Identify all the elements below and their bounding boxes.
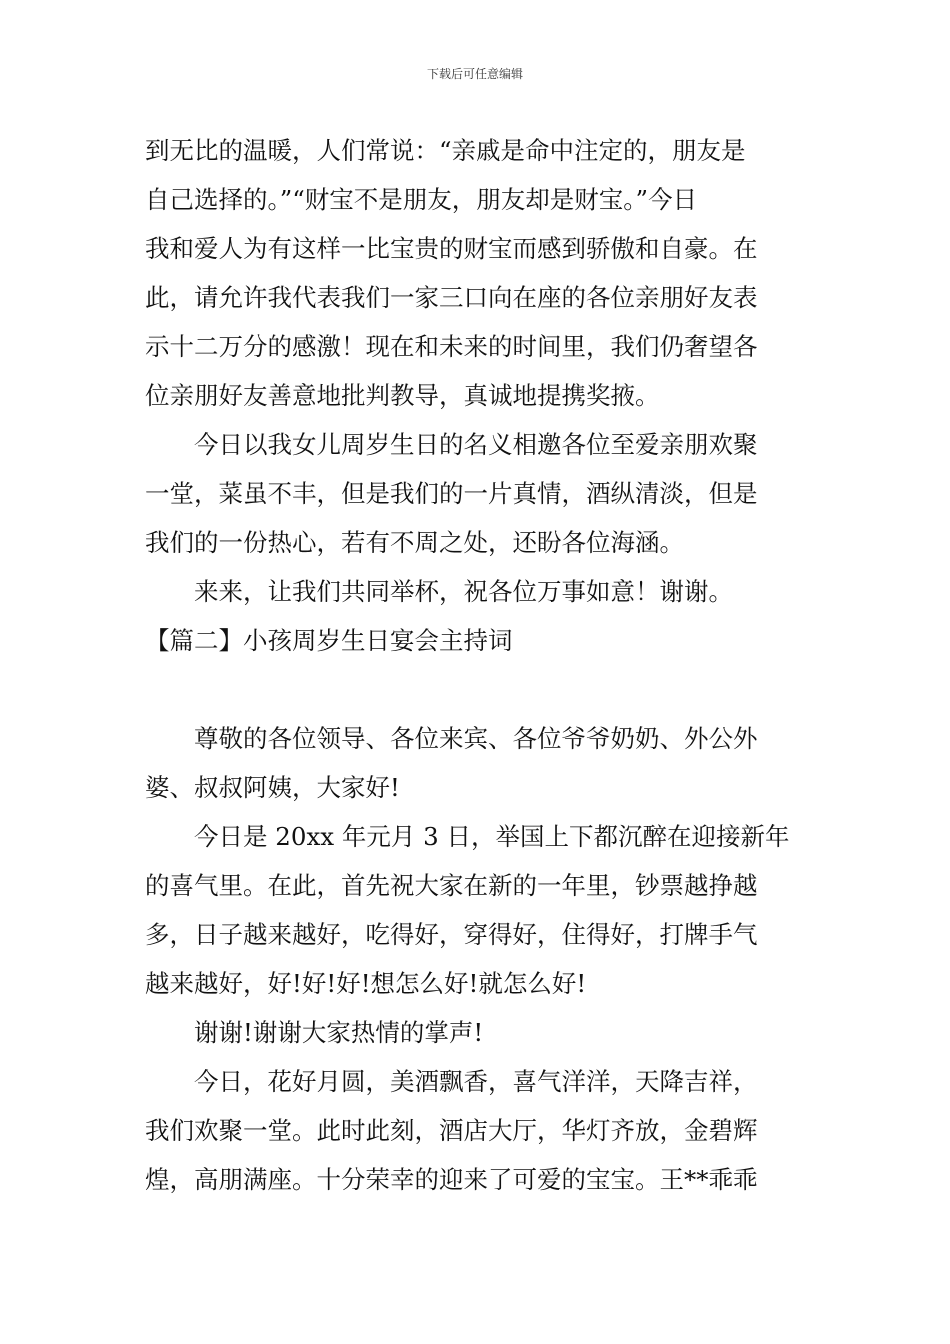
paragraph bbox=[145, 714, 810, 812]
text-line: 今日，花好月圆，美酒飘香，喜气洋洋，天降吉祥， bbox=[194, 1067, 758, 1096]
section-heading bbox=[145, 616, 810, 665]
text-line: 一堂，菜虽不丰，但是我们的一片真情，酒纵清淡，但是 bbox=[145, 479, 758, 508]
document-body bbox=[145, 126, 810, 1204]
paragraph bbox=[145, 126, 810, 420]
text-line: 我们欢聚一堂。此时此刻，酒店大厅，华灯齐放，金碧辉 bbox=[145, 1116, 758, 1145]
page-header: 下载后可任意编辑 bbox=[426, 67, 523, 81]
text-line: 今日是 20xx 年元月 3 日，举国上下都沉醉在迎接新年 bbox=[194, 822, 790, 851]
text-line: 煌，高朋满座。十分荣幸的迎来了可爱的宝宝。王**乖乖 bbox=[145, 1165, 758, 1194]
text-line: 到无比的温暖，人们常说：“亲戚是命中注定的，朋友是 bbox=[145, 136, 746, 165]
text-line: 的喜气里。在此，首先祝大家在新的一年里，钞票越挣越 bbox=[145, 871, 758, 900]
paragraph bbox=[145, 420, 810, 567]
text-line: 婆、叔叔阿姨，大家好! bbox=[145, 773, 400, 802]
text-line: 我们的一份热心，若有不周之处，还盼各位海涵。 bbox=[145, 528, 684, 557]
text-line: 多，日子越来越好，吃得好，穿得好，住得好，打牌手气 bbox=[145, 920, 758, 949]
paragraph bbox=[145, 812, 810, 1008]
blank-line bbox=[145, 665, 810, 714]
text-line: 越来越好，好!好!好!想怎么好!就怎么好! bbox=[145, 969, 587, 998]
paragraph bbox=[145, 1008, 810, 1057]
text-line: 示十二万分的感激！现在和未来的时间里，我们仍奢望各 bbox=[145, 332, 758, 361]
text-line: 谢谢!谢谢大家热情的掌声! bbox=[194, 1018, 484, 1047]
paragraph bbox=[145, 1057, 810, 1204]
text-line: 今日以我女儿周岁生日的名义相邀各位至爱亲朋欢聚 bbox=[194, 430, 758, 459]
text-line: 位亲朋好友善意地批判教导，真诚地提携奖掖。 bbox=[145, 381, 660, 410]
text-line: 来来，让我们共同举杯，祝各位万事如意！谢谢。 bbox=[194, 577, 733, 606]
text-line: 自己选择的。”“财宝不是朋友，朋友却是财宝。”今日 bbox=[145, 185, 698, 214]
paragraph bbox=[145, 567, 810, 616]
text-line: 我和爱人为有这样一比宝贵的财宝而感到骄傲和自豪。在 bbox=[145, 234, 758, 263]
text-line: 此，请允许我代表我们一家三口向在座的各位亲朋好友表 bbox=[145, 283, 758, 312]
heading-line: 【篇二】小孩周岁生日宴会主持词 bbox=[145, 626, 513, 655]
text-line: 尊敬的各位领导、各位来宾、各位爷爷奶奶、外公外 bbox=[194, 724, 758, 753]
